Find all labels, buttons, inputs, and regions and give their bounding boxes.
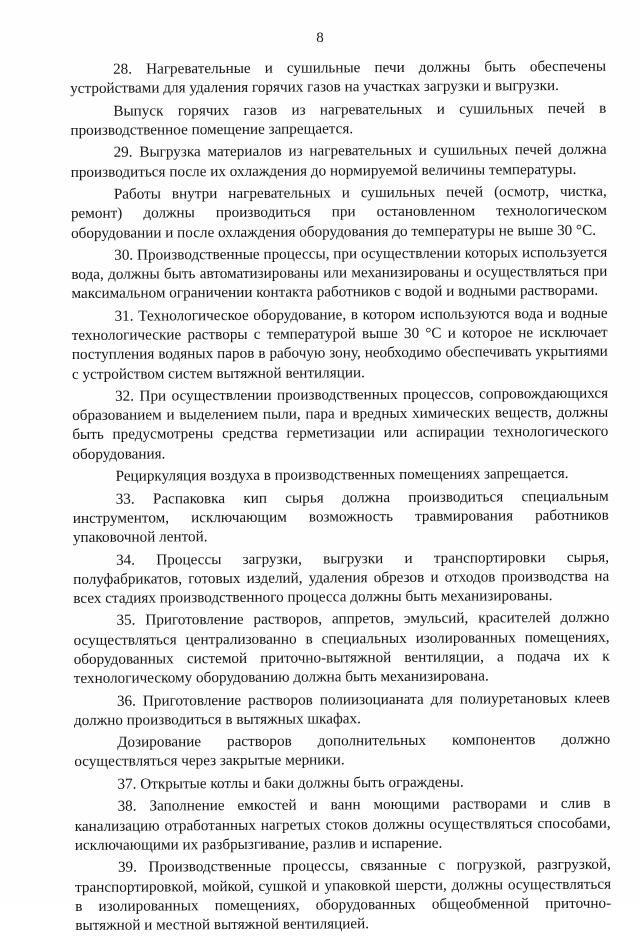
paragraph-38: 38. Заполнение емкостей и ванн моющими растворами и слив в канализацию отработанных нагретых стоков должны осуществляться способами, исключающими их разбрызгивание, разлив и испарение. <box>74 795 611 854</box>
paragraph-31: 31. Технологическое оборудование, в котором используются вода и водные технологические растворы с температурой выше 30 °С и которое не исключает поступления водяных паров в рабочую зону, необходимо обеспечивать укрытиями с устройством систем вытяжной вентиляции. <box>71 304 608 383</box>
paragraph-28: 28. Нагревательные и сушильные печи должны быть обеспечены устройствами для удаления горячих газов на участках загрузки и выгрузки. <box>70 57 607 98</box>
document-body <box>70 57 611 938</box>
paragraph-30: 30. Производственные процессы, при осуществлении которых используется вода, должны быть автоматизированы или механизированы и осуществляться при максимальном ограничении контакта работников с водой и водными растворами. <box>71 243 608 303</box>
page-number: 8 <box>316 30 324 46</box>
paragraph-29: 29. Выгрузка материалов из нагревательных и сушильных печей должна производиться после их охлаждения до нормируемой величины температуры. <box>70 141 607 181</box>
paragraph-39: 39. Производственные процессы, связанные с погрузкой, разгрузкой, транспортировкой, мойкой, сушкой и упаковкой шерсти, должны осуществляться в изолированных помещениях, оборудованных общеобменной приточно-вытяжной и местной вытяжной вентиляцией. <box>75 856 612 934</box>
paragraph-37: 37. Открытые котлы и баки должны быть ограждены. <box>117 773 464 793</box>
paragraph-29-continuation: Работы внутри нагревательных и сушильных печей (осмотр, чистка, ремонт) должны производиться при остановленном технологическом оборудовании и после охлаждения оборудования до температуры не выше 30 °С. <box>70 182 607 242</box>
paragraph-36-continuation: Дозирование растворов дополнительных компонентов должно осуществляться через закрытые мерники. <box>74 730 611 771</box>
paragraph-32: 32. При осуществлении производственных процессов, сопровождающихся образованием и выделением пыли, пара и вредных химических веществ, должны быть предусмотрены средства герметизации или аспирации технологического оборудования. <box>72 384 609 463</box>
paragraph-34: 34. Процессы загрузки, выгрузки и транспортировки сырья, полуфабрикатов, готовых изделий, удаления обрезов и отходов производства на всех стадиях производственного процесса должны быть механизированы. <box>73 548 610 607</box>
paragraph-28-continuation: Выпуск горячих газов из нагревательных и сушильных печей в производственное помещение запрещается. <box>70 99 607 139</box>
paragraph-33: 33. Распаковка кип сырья должна производиться специальным инструментом, исключающим возможность травмирования работников упаковочной лентой. <box>72 487 609 547</box>
paragraph-35: 35. Приготовление растворов, аппретов, эмульсий, красителей должно осуществляться централизованно в специальных изолированных помещениях, оборудованных системой приточно-вытяжной вентиляции, а подача их к технологическому оборудованию должна быть механизирована. <box>73 609 610 688</box>
paragraph-32-continuation: Рециркуляция воздуха в производственных помещениях запрещается. <box>115 465 569 485</box>
paragraph-36: 36. Приготовление растворов полиизоцианата для полиуретановых клеев должно производиться в вытяжных шкафах. <box>73 689 610 729</box>
